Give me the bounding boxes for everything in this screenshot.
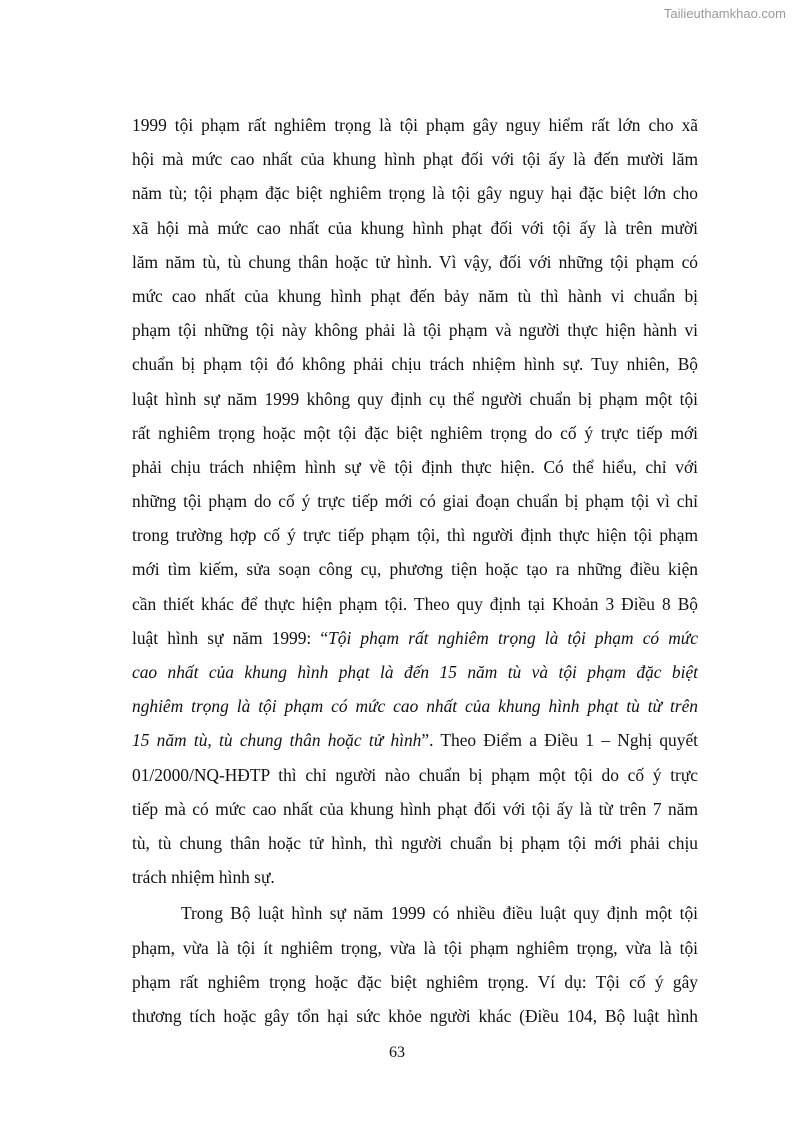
text-line: rất nghiêm trọng hoặc một tội đặc biệt nghiêm trọng do cố ý trực tiếp mới: [132, 422, 698, 443]
quote-trail-text: ”. Theo Điểm a Điều 1 – Nghị quyết: [421, 730, 698, 751]
text-line: phạm rất nghiêm trọng hoặc đặc biệt nghiêm trọng. Ví dụ: Tội cố ý gây: [132, 971, 698, 992]
quote-italic-text: nghiêm trọng là tội phạm có mức cao nhất của khung hình phạt tù từ trên: [132, 696, 698, 717]
text-line: phải chịu trách nhiệm hình sự về tội định thực hiện. Có thể hiểu, chỉ với: [132, 456, 698, 477]
quote-italic-text: Tội phạm rất nghiêm trọng là tội phạm có mức: [328, 627, 698, 648]
text-line: mới tìm kiếm, sửa soạn công cụ, phương tiện hoặc tạo ra những điều kiện: [132, 559, 698, 580]
text-line: trong trường hợp cố ý trực tiếp phạm tội, thì người định thực hiện tội phạm: [132, 525, 698, 546]
quote-italic-text: cao nhất của khung hình phạt là đến 15 năm tù và tội phạm đặc biệt: [132, 662, 698, 682]
text-line: hội mà mức cao nhất của khung hình phạt đối với tội ấy là đến mười lăm: [132, 149, 698, 170]
quote-lead-text: luật hình sự năm 1999: “: [132, 627, 329, 648]
quote-line-1: [132, 621, 698, 655]
text-line: trách nhiệm hình sự.: [132, 867, 275, 888]
text-line: 01/2000/NQ-HĐTP thì chỉ người nào chuẩn bị phạm một tội do cố ý trực: [132, 764, 698, 785]
quote-line-2: [132, 655, 698, 689]
text-line: năm tù; tội phạm đặc biệt nghiêm trọng là tội gây nguy hại đặc biệt lớn cho: [132, 183, 698, 204]
paragraph-start-line: Trong Bộ luật hình sự năm 1999 có nhiều điều luật quy định một tội: [181, 903, 698, 924]
text-line: chuẩn bị phạm tội đó không phải chịu trách nhiệm hình sự. Tuy nhiên, Bộ: [132, 354, 698, 375]
text-line: phạm, vừa là tội ít nghiêm trọng, vừa là tội phạm nghiêm trọng, vừa là tội: [132, 937, 698, 958]
text-line: thương tích hoặc gây tổn hại sức khỏe người khác (Điều 104, Bộ luật hình: [132, 1005, 698, 1026]
quote-line-3: [132, 689, 698, 723]
watermark: Tailieuthamkhao.com: [663, 6, 786, 21]
text-line: 1999 tội phạm rất nghiêm trọng là tội phạm gây nguy hiểm rất lớn cho xã: [132, 115, 698, 135]
quote-line-4: [132, 723, 698, 757]
page-number: 63: [389, 1044, 405, 1061]
page-body: [132, 108, 698, 1033]
text-line: tù, tù chung thân hoặc tử hình, thì người chuẩn bị phạm tội mới phải chịu: [132, 832, 698, 853]
text-line: những tội phạm do cố ý trực tiếp mới có giai đoạn chuẩn bị phạm tội vì chỉ: [132, 491, 698, 512]
text-line: tiếp mà có mức cao nhất của khung hình phạt đối với tội ấy là từ trên 7 năm: [132, 798, 698, 819]
text-line: lăm năm tù, tù chung thân hoặc tử hình. Vì vậy, đối với những tội phạm có: [132, 251, 698, 272]
text-line: xã hội mà mức cao nhất của khung hình phạt đối với tội ấy là trên mười: [132, 217, 698, 238]
text-line: phạm tội những tội này không phải là tội phạm và người thực hiện hành vi: [132, 320, 698, 341]
quote-italic-text: 15 năm tù, tù chung thân hoặc tử hình: [132, 730, 422, 751]
text-line: cần thiết khác để thực hiện phạm tội. Theo quy định tại Khoản 3 Điều 8 Bộ: [132, 593, 698, 614]
text-line: mức cao nhất của khung hình phạt đến bảy năm tù thì hành vi chuẩn bị: [132, 285, 698, 306]
text-line: luật hình sự năm 1999 không quy định cụ thể người chuẩn bị phạm một tội: [132, 388, 698, 409]
